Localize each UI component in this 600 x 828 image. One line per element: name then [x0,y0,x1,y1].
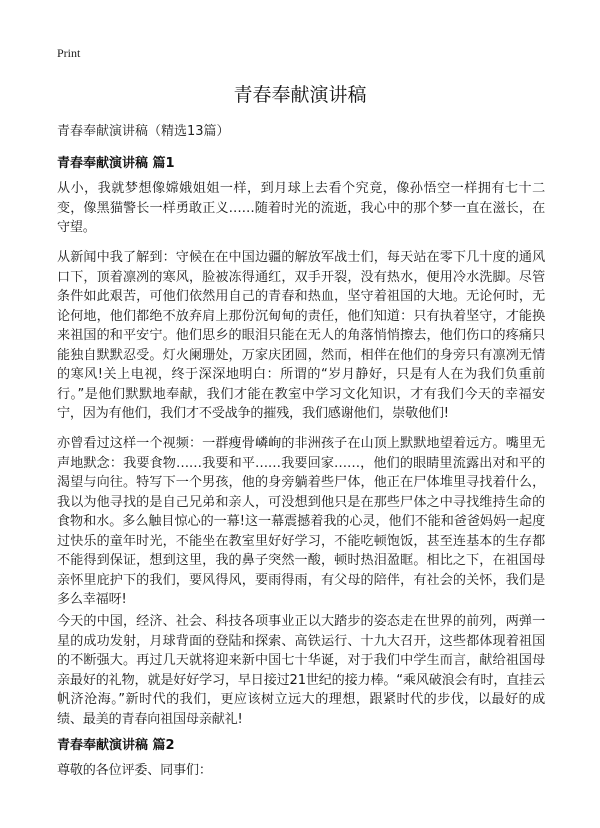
page-title: 青春奉献演讲稿 [233,84,367,106]
section-heading-2: 青春奉献演讲稿 篇2 [57,738,175,753]
paragraph: 今天的中国，经济、社会、科技各项事业正以大踏步的姿态走在世界的前列，两弹一星的成功发射，月球背面的登陆和探索、高铁运行、十九大召开，这些都体现着祖国的不断强大。再过几天就将迎来新中国七十华诞，对于我们中学生而言，献给祖国母亲最好的礼物，就是好好学习，早日接过21世纪的接力棒。“乘风破浪会有时，直挂云帆济沧海。”新时代的我们，更应该树立远大的理想，跟紧时代的步伐，以最好的成绩、最美的青春向祖国母亲献礼! [57,614,545,727]
paragraph: 从小，我就梦想像嫦娥姐姐一样，到月球上去看个究竟，像孙悟空一样拥有七十二变，像黑猫警长一样勇敢正义……随着时光的流逝，我心中的那个梦一直在滋长，在守望。 [57,181,545,235]
print-link[interactable]: Print [57,46,81,60]
paragraph: 亦曾看过这样一个视频：一群瘦骨嶙峋的非洲孩子在山顶上默默地望着远方。嘴里无声地默念：我要食物……我要和平……我要回家……，他们的眼睛里流露出对和平的渴望与向往。特写下一个男孩，他的身旁躺着些尸体，他正在尸体堆里寻找着什么，我以为他寻找的是自己兄弟和亲人，可没想到他只是在那些尸体之中寻找维持生命的食物和水。多么触目惊心的一幕!这一幕震撼着我的心灵，他们不能和爸爸妈妈一起度过快乐的童年时光，不能坐在教室里好好学习，不能吃顿饱饭，甚至连基本的生存都不能得到保证，想到这里，我的鼻子突然一酸，顿时热泪盈眶。相比之下，在祖国母亲怀里庇护下的我们，要风得风，要雨得雨，有父母的陪伴，有社会的关怀，我们是多么幸福呀! [57,436,545,607]
paragraph: 尊敬的各位评委、同事们： [57,763,212,778]
section-heading-1: 青春奉献演讲稿 篇1 [57,156,175,171]
document-subtitle: 青春奉献演讲稿（精选13篇） [57,124,230,139]
paragraph: 从新闻中我了解到：守候在在中国边疆的解放军战士们，每天站在零下几十度的通风口下，顶着凛冽的寒风，脸被冻得通红，双手开裂，没有热水，便用冷水洗脚。尽管条件如此艰苦，可他们依然用自己的青春和热血，坚守着祖国的大地。无论何时，无论何地，他们都绝不放弃肩上那份沉甸甸的责任，他们知道：只有执着坚守，才能换来祖国的和平安宁。他们思乡的眼泪只能在无人的角落悄悄擦去，他们伤口的疼痛只能独自默默忍受。灯火阑珊处，万家庆团圆，然而，相伴在他们的身旁只有凛冽无情的寒风!关上电视，终于深深地明白：所谓的“岁月静好，只是有人在为我们负重前行。”是他们默默地奉献，我们才能在教室中学习文化知识，才有我们今天的幸福安宁，因为有他们，我们才不受战争的摧残，我们感谢他们，崇敬他们! [57,250,545,421]
